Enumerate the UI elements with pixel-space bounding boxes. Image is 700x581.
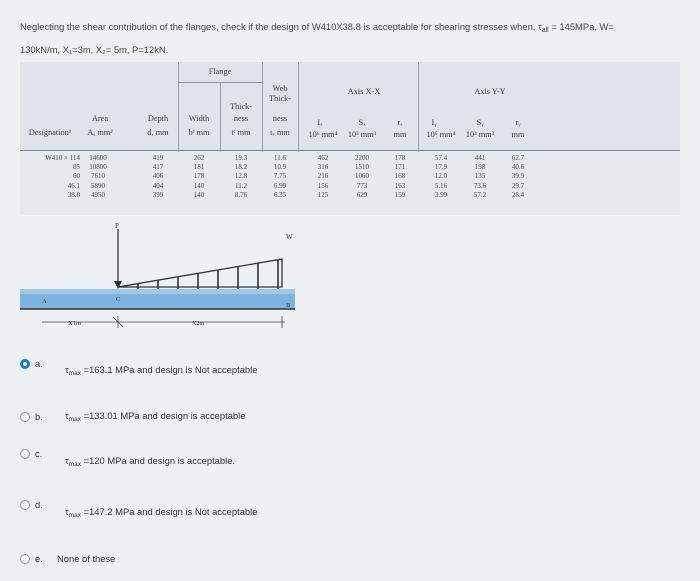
- iy-column: [422, 154, 460, 200]
- table-cell: 8.76: [234, 190, 248, 199]
- table-cell: 2200: [355, 154, 369, 162]
- question-line1-end: = 145MPa, W=: [548, 21, 614, 32]
- option-c-text: =120 MPa and design is acceptable.: [81, 455, 236, 466]
- tau-subscript: all: [541, 27, 549, 34]
- option-a-text: =163.1 MPa and design is Not acceptable: [81, 364, 258, 375]
- depth-column: [138, 154, 178, 200]
- table-cell: 198: [474, 163, 486, 172]
- table-cell: 5890: [91, 181, 105, 190]
- axis-yy-header: Axis Y-Y: [474, 87, 506, 96]
- table-cell: 399: [152, 190, 164, 199]
- table-cell: 11.2: [235, 181, 247, 190]
- table-cell: 404: [152, 181, 164, 190]
- designation-column: [20, 154, 80, 200]
- option-b[interactable]: b. $\tau_{max} =133.01$ MPa and design is acceptable: [20, 410, 245, 423]
- table-cell: 5.16: [434, 181, 448, 190]
- table-cell: 406: [152, 172, 164, 181]
- axis-xx-header: Axis X-X: [347, 87, 381, 96]
- table-cell: 38.8: [67, 190, 80, 199]
- table-cell: 10.9: [273, 163, 287, 172]
- table-cell: 417: [152, 163, 164, 172]
- ix-column: [304, 154, 342, 200]
- load-P-label: P: [115, 222, 119, 230]
- question-line2: 130kN/m, X₁=3m, X₂= 5m, P=12kN.: [20, 44, 169, 55]
- table-cell: 629: [356, 190, 368, 199]
- point-C-label: C: [116, 296, 121, 303]
- flange-header: Flange: [208, 67, 232, 76]
- point-B-label: B: [286, 302, 291, 309]
- table-cell: 14600: [89, 154, 107, 162]
- radio-option-b[interactable]: [20, 412, 30, 422]
- table-cell: 140: [193, 181, 205, 190]
- web-thickness-column: [262, 154, 298, 200]
- radio-option-d[interactable]: [20, 500, 30, 510]
- table-cell: 419: [152, 154, 164, 162]
- load-W-label: W: [286, 233, 293, 241]
- table-cell: 462: [317, 154, 329, 162]
- option-c[interactable]: c. $\tau_{max} =120$ MPa and design is acceptable.: [20, 439, 235, 468]
- table-cell: 28.4: [511, 190, 525, 199]
- table-cell: 1510: [355, 163, 369, 172]
- table-cell: 156: [317, 181, 329, 190]
- table-cell: 10800: [89, 163, 107, 172]
- table-cell: 168: [394, 172, 406, 181]
- table-cell: 125: [317, 190, 329, 199]
- table-cell: 178: [193, 172, 205, 181]
- option-e-text: None of these: [57, 553, 116, 564]
- table-cell: 62.7: [511, 154, 525, 162]
- table-cell: 18.2: [234, 163, 248, 172]
- radio-option-a[interactable]: [20, 359, 30, 369]
- table-cell: 773: [356, 181, 368, 190]
- radio-option-e[interactable]: [20, 554, 30, 564]
- table-cell: 178: [394, 154, 406, 162]
- table-cell: 85: [73, 163, 80, 172]
- flange-thickness-column: [220, 154, 262, 200]
- area-header: Area: [91, 114, 109, 123]
- table-cell: 12.8: [234, 172, 248, 181]
- option-d-text: =147.2 MPa and design is Not acceptable: [81, 506, 258, 517]
- sy-column: [460, 154, 500, 200]
- option-b-text: =133.01 MPa and design is acceptable: [81, 410, 246, 421]
- table-cell: 441: [474, 154, 486, 162]
- question-text: [20, 17, 692, 59]
- table-cell: 181: [193, 163, 205, 172]
- rx-column: [382, 154, 418, 200]
- table-cell: 140: [193, 190, 205, 199]
- table-cell: 159: [394, 190, 406, 199]
- designation-header: Designation¹: [28, 128, 72, 137]
- table-cell: 40.6: [511, 163, 525, 172]
- load-arrows: [138, 260, 278, 289]
- table-cell: 163: [394, 181, 406, 190]
- area-column: [78, 154, 118, 200]
- option-e[interactable]: e. None of these: [20, 553, 115, 564]
- table-cell: 1060: [355, 172, 369, 181]
- sx-column: [342, 154, 382, 200]
- table-cell: 216: [317, 172, 329, 181]
- width-column: [178, 154, 220, 200]
- ry-column: [500, 154, 536, 200]
- depth-header: Depth: [147, 114, 169, 123]
- question-line1: Neglecting the shear contribution of the flanges, check if the design of W410X38.8 is acceptable for shearing stresses when, τ: [20, 21, 542, 32]
- table-cell: 60: [73, 172, 80, 181]
- table-cell: 171: [394, 163, 406, 172]
- table-cell: W410 × 114: [45, 154, 80, 162]
- table-cell: 7.75: [273, 172, 287, 181]
- table-cell: 12.0: [434, 172, 448, 181]
- table-cell: 46.1: [67, 181, 80, 190]
- table-cell: 3.99: [434, 190, 448, 199]
- radio-option-c[interactable]: [20, 449, 30, 459]
- x1-dimension-label: X1m: [68, 320, 81, 327]
- table-cell: 57.2: [473, 190, 487, 199]
- table-cell: 19.3: [234, 154, 248, 162]
- section-properties-table: Flange Web Thick- ness tᵥ mm Thick- ness tᶠ mm Area A, mm² Depth d, mm Width bᶠ mm Designation¹ Axis X-X Iₓ 10⁶ mm⁴ Sₓ 10³ mm³ rₓ mm Axis Y-Y Iᵧ 10⁶ mm⁴ Sᵧ 10³ mm³ rᵧ mm W410 × 114 85 60 46.1 38.8 14600 10800 7610 5890 4950 419 417 406 404 399 262 181 178 140 140 19.3 18.2 12.8 11.2 8.76 11.6 10.9 7.75 6.99 6.35 462 316 216 156 125 2200 1510 1060 773 629 178 171 168 163 159 57.4 17.9 12.0 5.16 3.99 441 198 135 73.6 57.2 62.7 40.6 39.9 29.7 28.4: [20, 62, 680, 215]
- table-cell: 7610: [91, 172, 105, 181]
- table-cell: 316: [317, 163, 329, 172]
- table-cell: 57.4: [434, 154, 448, 162]
- web-header: Web: [272, 84, 288, 93]
- table-cell: 17.9: [434, 163, 448, 172]
- table-cell: 6.99: [273, 181, 287, 190]
- table-cell: 262: [193, 154, 205, 162]
- option-a[interactable]: a. $\tau_{max} =163.1$ MPa and design is Not acceptable: [20, 350, 257, 377]
- table-cell: 39.9: [511, 172, 525, 181]
- table-cell: 135: [474, 172, 486, 181]
- width-header: Width: [188, 114, 210, 123]
- table-cell: 11.6: [274, 154, 286, 162]
- table-cell: 6.35: [273, 190, 287, 199]
- point-A-label: A: [42, 298, 47, 305]
- x2-dimension-label: X2m: [192, 321, 204, 327]
- table-cell: 73.6: [473, 181, 487, 190]
- option-d[interactable]: d. $\tau_{max} =147.2$ MPa and design is Not acceptable: [20, 490, 257, 519]
- table-cell: 29.7: [511, 181, 525, 190]
- beam-diagram: [20, 215, 320, 335]
- table-cell: 4950: [91, 190, 105, 199]
